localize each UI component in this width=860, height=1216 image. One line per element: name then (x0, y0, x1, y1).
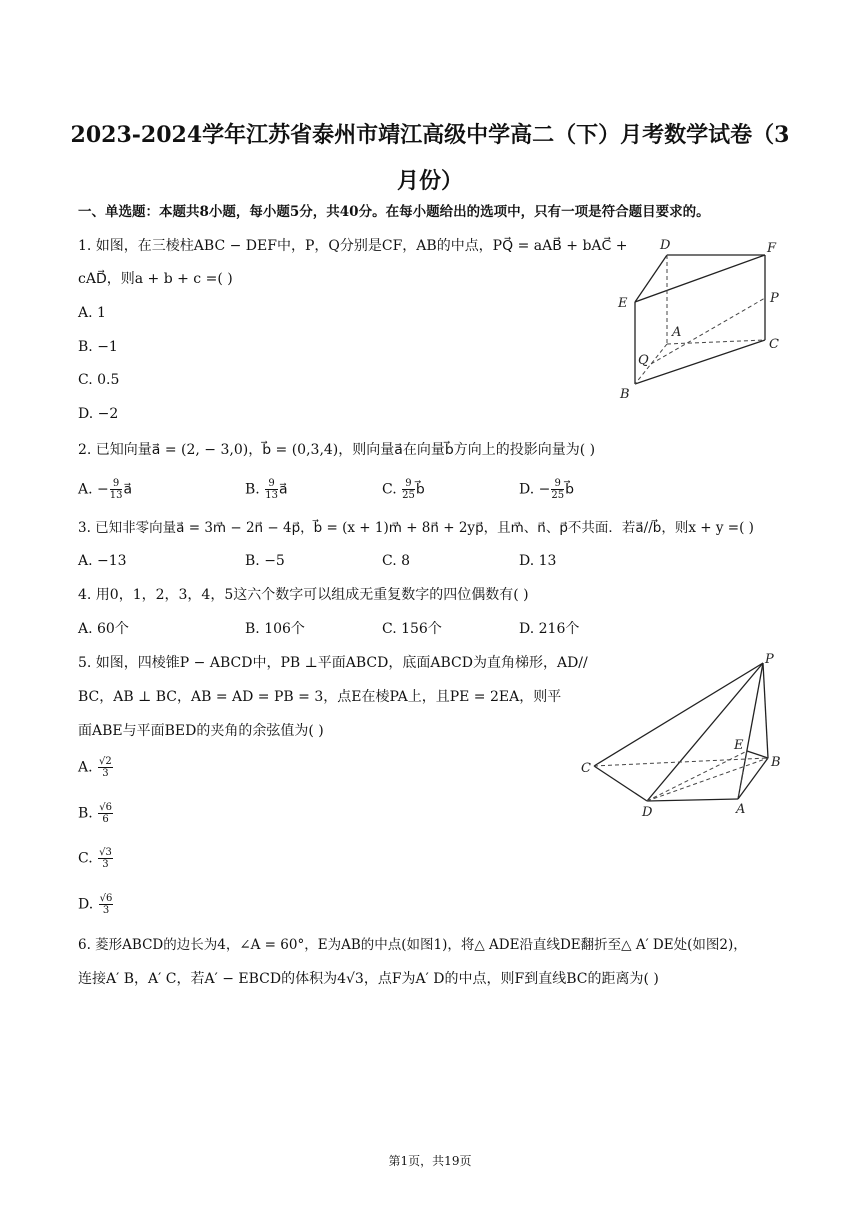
prism-figure (612, 232, 792, 404)
q5-option-c: C. $\frac{√3}{3}$ (78, 847, 112, 870)
q1-option-b: B. −1 (78, 339, 118, 355)
title-line-2: 月份） (396, 168, 463, 194)
label-b: B (771, 755, 781, 770)
q5-option-a: A. $\frac{√2}{3}$ (78, 756, 112, 779)
q4-option-b: B. 106个 (245, 621, 305, 637)
q2-option-b: B. $\frac{9}{13}$ a⃗ (245, 478, 288, 501)
q3-stem: 3. 已知非零向量a⃗ = 3m⃗ − 2n⃗ − 4p⃗，b⃗ = (x + 1)m⃗ + 8n⃗ + 2yp⃗，且m⃗、n⃗、p⃗不共面．若a⃗//b⃗，则x + y =( ) (78, 520, 754, 536)
q4-option-c: C. 156个 (382, 621, 442, 637)
label-f: F (767, 241, 777, 256)
label-a: A (736, 802, 746, 817)
label-p: P (765, 652, 774, 667)
label-c: C (581, 761, 591, 776)
page-footer: 第1页，共19页 (388, 1154, 472, 1168)
q6-stem-line2: 连接A′ B，A′ C，若A′ − EBCD的体积为4√3，点F为A′ D的中点，则F到直线BC的距离为( ) (78, 971, 659, 987)
q5-option-b: B. $\frac{√6}{6}$ (78, 802, 112, 825)
q4-option-d: D. 216个 (519, 621, 580, 637)
q5-stem-line3: 面ABE与平面BED的夹角的余弦值为( ) (78, 723, 324, 739)
q6-stem-line1: 6. 菱形ABCD的边长为4，∠A = 60°，E为AB的中点(如图1)，将△ ADE沿直线DE翻折至△ A′ DE处(如图2)， (78, 937, 747, 953)
label-p: P (770, 291, 779, 306)
q2-stem: 2. 已知向量a⃗ = (2, − 3,0)，b⃗ = (0,3,4)，则向量a⃗在向量b⃗方向上的投影向量为( ) (78, 442, 596, 458)
section-heading: 一、单选题：本题共8小题，每小题5分，共40分。在每小题给出的选项中，只有一项是符合题目要求的。 (78, 204, 710, 220)
q1-option-a: A. 1 (78, 305, 106, 321)
label-d: D (660, 238, 671, 253)
pyramid-figure (575, 650, 790, 820)
label-d: D (642, 805, 653, 820)
q3-option-c: C. 8 (382, 553, 411, 569)
q1-stem-line2: cAD⃗，则a + b + c =( ) (78, 271, 233, 287)
label-e: E (618, 296, 628, 311)
q3-option-a: A. −13 (78, 553, 127, 569)
q4-stem: 4. 用0，1，2，3，4，5这六个数字可以组成无重复数字的四位偶数有( ) (78, 587, 529, 603)
q1-stem-line1: 1. 如图，在三棱柱ABC − DEF中，P，Q分别是CF，AB的中点，PQ⃗ = aAB⃗ + bAC⃗ + (78, 238, 628, 254)
label-e: E (734, 738, 744, 753)
q1-option-d: D. −2 (78, 406, 119, 422)
q2-option-d: D. − $\frac{9}{25}$ b⃗ (519, 478, 574, 501)
q5-option-d: D. $\frac{√6}{3}$ (78, 893, 113, 916)
q5-stem-line2: BC，AB ⊥ BC，AB = AD = PB = 3，点E在棱PA上，且PE = 2EA，则平 (78, 689, 562, 705)
q4-option-a: A. 60个 (78, 621, 129, 637)
q2-option-c: C. $\frac{9}{25}$ b⃗ (382, 478, 425, 501)
q3-option-b: B. −5 (245, 553, 285, 569)
label-q: Q (638, 353, 649, 368)
q3-option-d: D. 13 (519, 553, 557, 569)
label-b: B (620, 387, 630, 402)
title-line-1: 2023-2024学年江苏省泰州市靖江高级中学高二（下）月考数学试卷（3 (70, 122, 790, 148)
q2-option-a: A. − $\frac{9}{13}$ a⃗ (78, 478, 133, 501)
label-a: A (672, 325, 682, 340)
exam-title (60, 112, 800, 204)
q1-option-c: C. 0.5 (78, 372, 120, 388)
label-c: C (769, 337, 779, 352)
q5-stem-line1: 5. 如图，四棱锥P − ABCD中，PB ⊥平面ABCD，底面ABCD为直角梯形，AD// (78, 655, 588, 671)
